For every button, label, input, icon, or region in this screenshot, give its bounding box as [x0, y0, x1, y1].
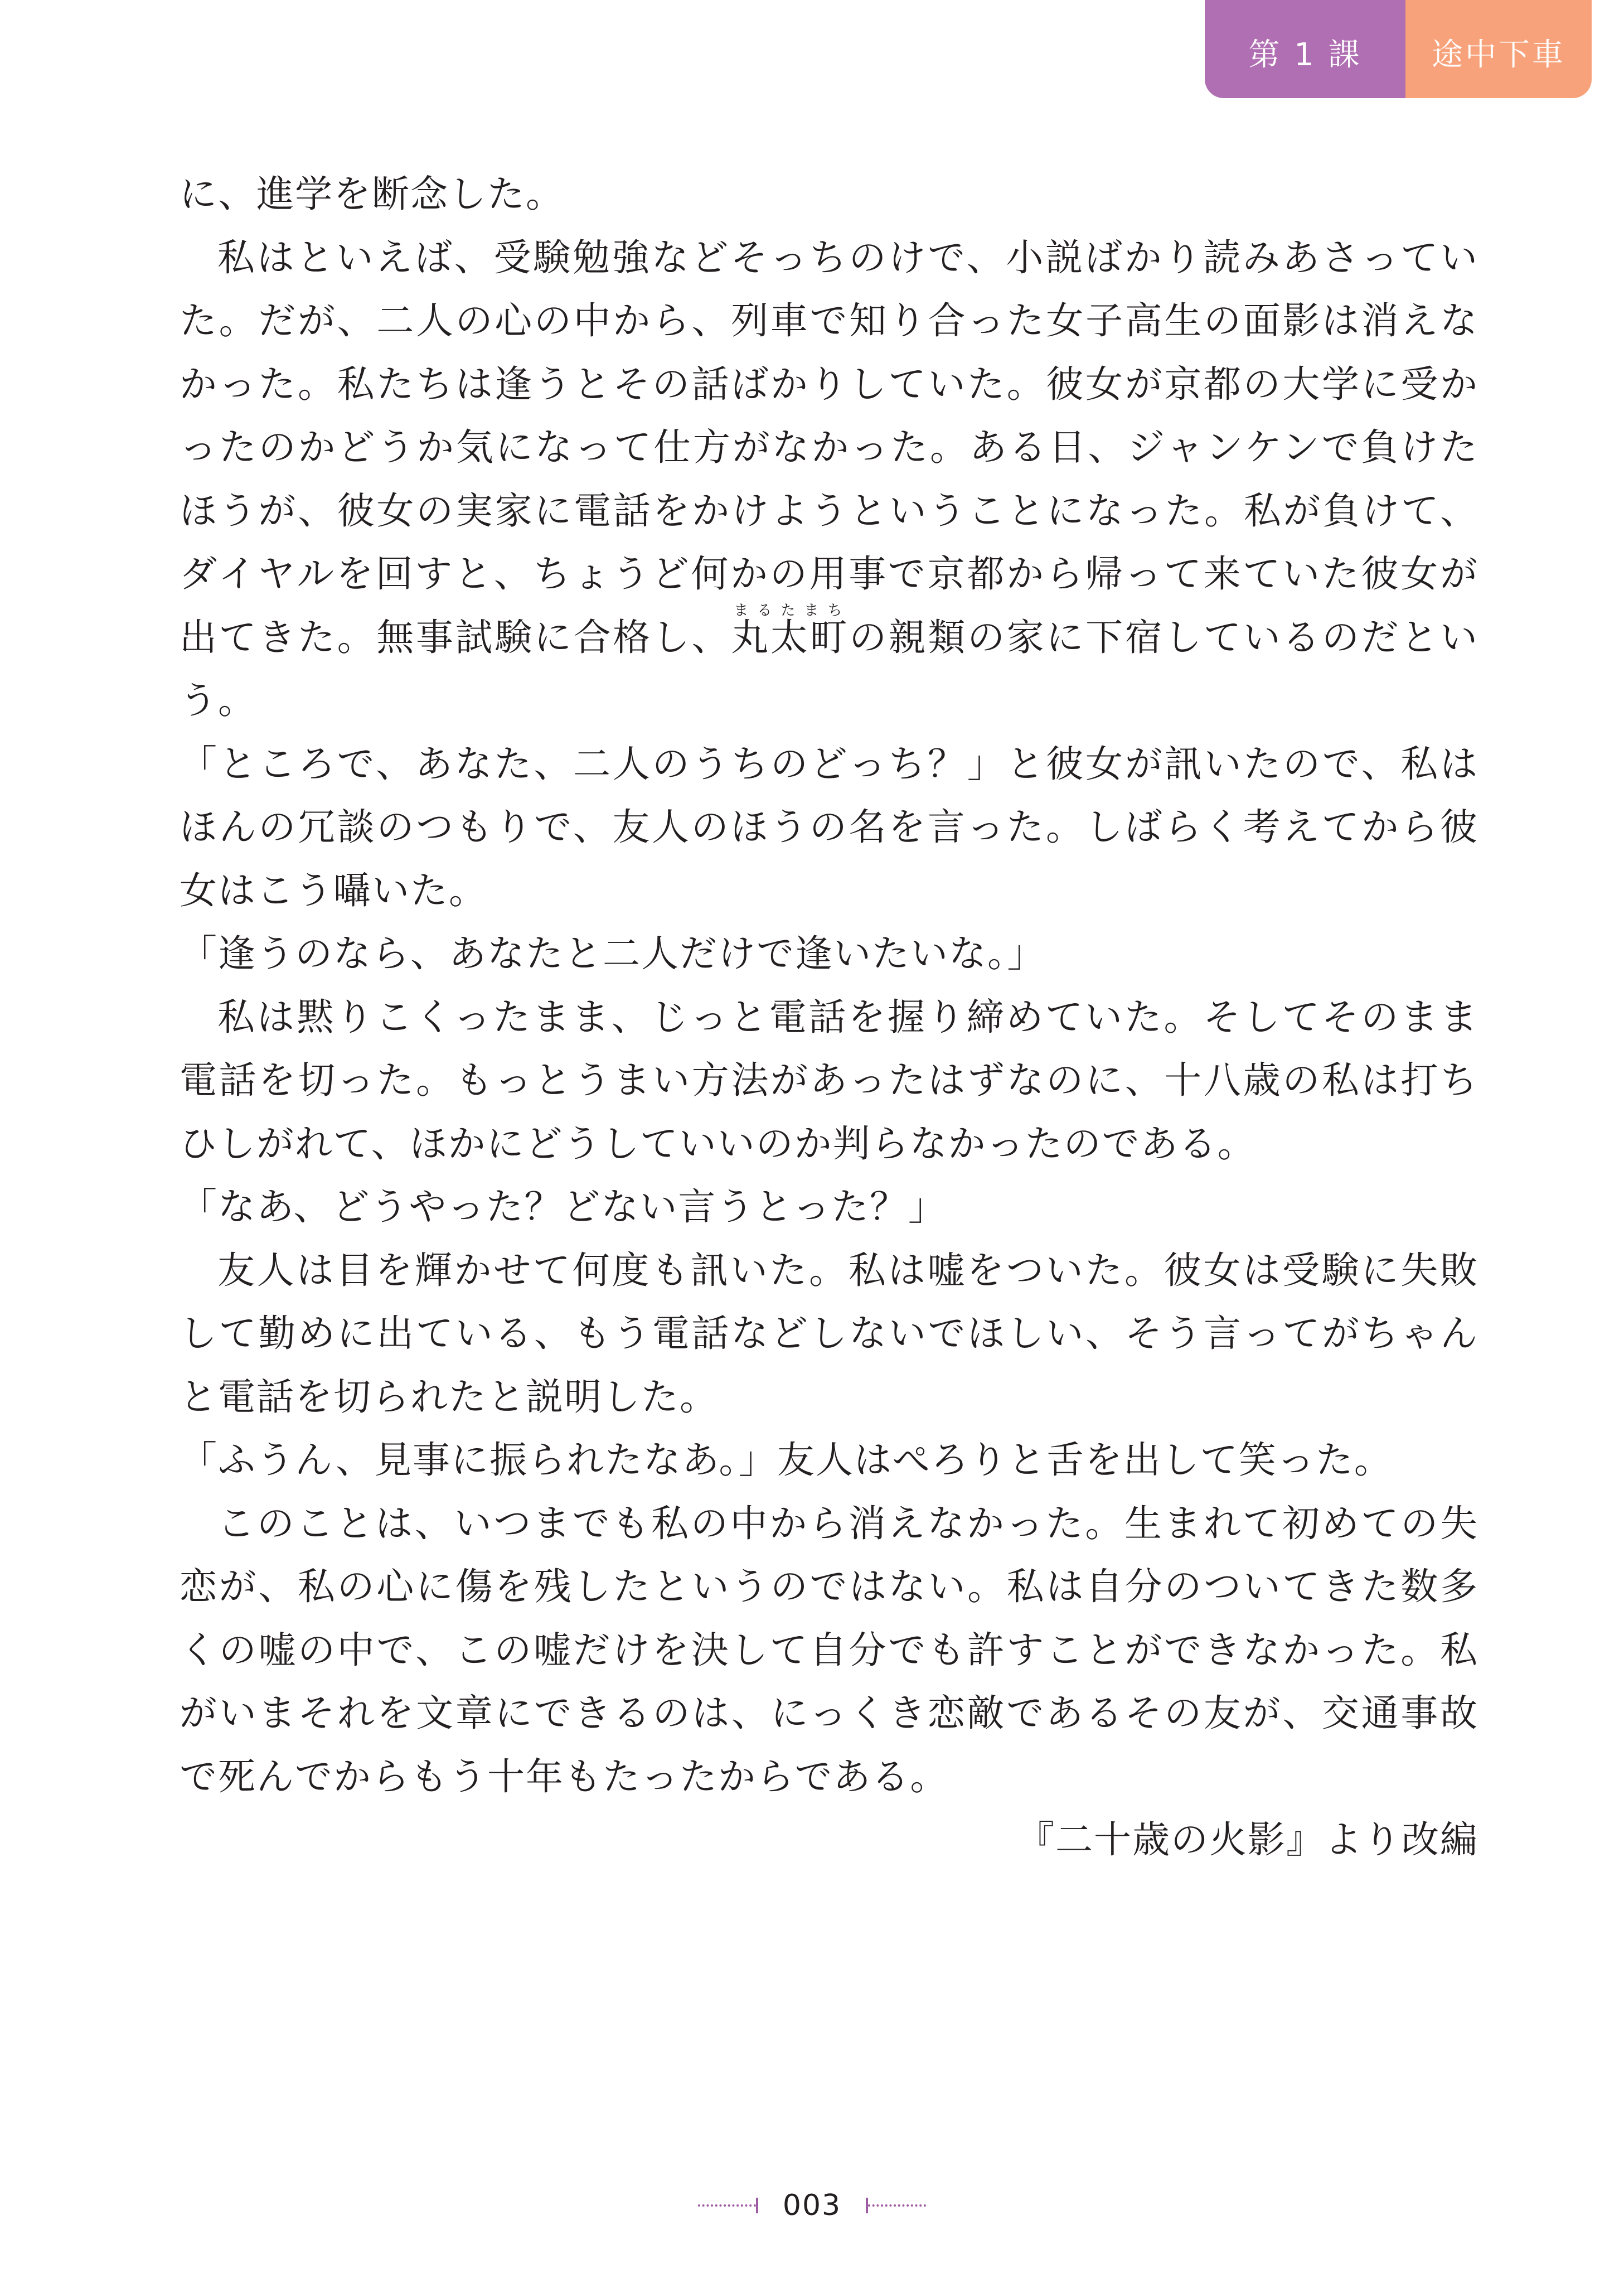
bar-icon [756, 2198, 758, 2213]
paragraph-text: 私はといえば、受験勉強などそっちのけで、小説ばかり読みあさっていた。だが、二人の心の中から、列車で知り合った女子高生の面影は消えなかった。私たちは逢うとその話ばかりしていた。彼女が京都の大学に受かったのかどうか気になって仕方がなかった。ある日、ジャンケンで負けたほうが、彼女の実家に電話をかけようということになった。私が負けて、ダイヤルを回すと、ちょうど何かの用事で京都から帰って来ていた彼女が出てきた。無事試験に合格し、 [180, 235, 1478, 659]
footer-decoration-right [866, 2198, 926, 2213]
paragraph-text-continued: の親類の家に下宿しているのだという。 [180, 615, 1478, 722]
paragraph: に、進学を断念した。 [180, 172, 564, 216]
lesson-header [1205, 0, 1592, 98]
ruby-reading: まるたまち [731, 602, 849, 619]
page-footer [0, 2189, 1624, 2222]
paragraph [180, 226, 1478, 733]
paragraph: 私は黙りこくったまま、じっと電話を握り締めていた。そしてそのまま電話を切った。もっとうまい方法があったはずなのに、十八歳の私は打ちひしがれて、ほかにどうしていいのか判らなかったのである。 [180, 995, 1478, 1165]
paragraph: このことは、いつまでも私の中から消えなかった。生まれて初めての失恋が、私の心に傷を残したというのではない。私は自分のついてきた数多くの嘘の中で、この嘘だけを決して自分でも許すことができなかった。私がいまそれを文章にできるのは、にっくき恋敵であるその友が、交通事故で死んでからもう十年もたったからである。 [180, 1501, 1478, 1798]
paragraph: 「ところで、あなた、二人のうちのどっち？」と彼女が訊いたので、私はほんの冗談のつもりで、友人のほうの名を言った。しばらく考えてから彼女はこう囁いた。 [180, 742, 1478, 912]
furigana-word [731, 602, 850, 659]
paragraph: 「ふうん、見事に振られたなあ。」友人はぺろりと舌を出して笑った。 [180, 1438, 1393, 1482]
page-number: 003 [782, 2189, 842, 2222]
source-citation: 『二十歳の火影』より改編 [1017, 1818, 1478, 1861]
dotted-line-icon [868, 2204, 926, 2207]
story-body [180, 163, 1478, 1872]
paragraph: 「逢うのなら、あなたと二人だけで逢いたいな。」 [180, 932, 1046, 975]
lesson-title-tab: 途中下車 [1391, 0, 1592, 98]
ruby-base: 丸太町 [731, 615, 850, 659]
dotted-line-icon [698, 2204, 756, 2207]
footer-decoration-left [698, 2198, 758, 2213]
lesson-number-tab: 第 1 課 [1205, 0, 1405, 98]
paragraph: 友人は目を輝かせて何度も訊いた。私は嘘をついた。彼女は受験に失敗して勤めに出ている、もう電話などしないでほしい、そう言ってがちゃんと電話を切られたと説明した。 [180, 1248, 1478, 1419]
paragraph: 「なあ、どうやった？どない言うとった？」 [180, 1185, 947, 1228]
